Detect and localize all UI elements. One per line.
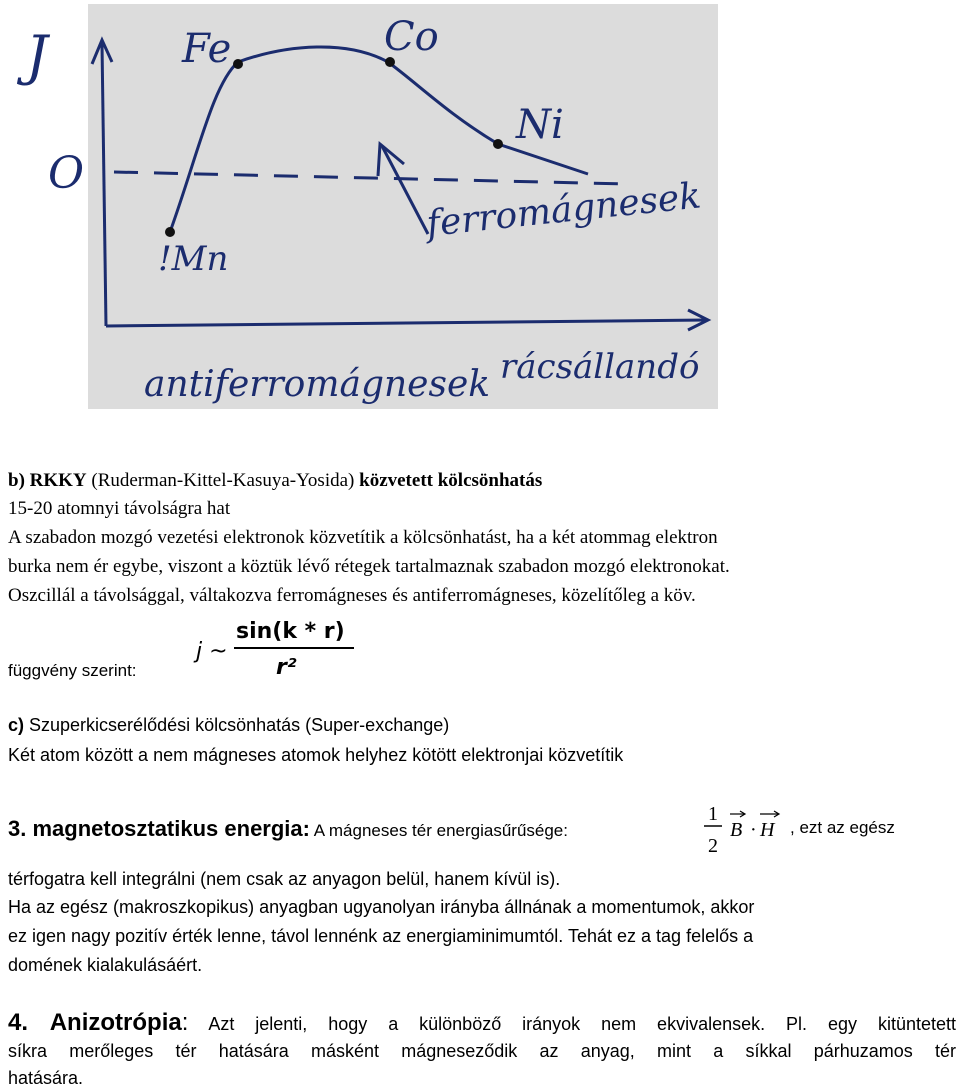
section-b-line2: A szabadon mozgó vezetési elektronok közvetítik a kölcsönhatást, ha a két atommag elektron [8, 527, 718, 548]
section-b-title [8, 470, 542, 492]
formula-numerator: sin(k * r) [236, 619, 345, 644]
point-fe [233, 59, 243, 69]
frac-denominator: 2 [708, 835, 718, 857]
zero-dashed-line [114, 172, 628, 184]
section-c-label: c) [8, 715, 25, 735]
section-3-intro: A mágneses tér energiasűrűsége: [309, 821, 568, 840]
label-ni: Ni [516, 102, 564, 148]
energy-density-formula [700, 800, 790, 860]
section-b-line3: burka nem ér egybe, viszont a köztük lévő rétegek tartalmaznak szabadon mozgó elektronokat. [8, 556, 730, 577]
sketch-photo [26, 4, 718, 409]
formula-denominator: r² [276, 655, 297, 680]
section-3-line5: domének kialakulásáért. [8, 955, 203, 975]
section-3-title: 3. magnetosztatikus energia: [8, 816, 310, 841]
label-zero: O [48, 148, 85, 199]
section-3-after: , ezt az egész [790, 818, 895, 837]
section-3-line4: ez igen nagy pozitív érték lenne, távol lennénk az energiaminimumtól. Tehát ez a tag felelős a [8, 926, 754, 946]
rkky-formula [196, 612, 356, 682]
point-ni [493, 139, 503, 149]
section-4-title: 4. Anizotrópia [8, 1009, 182, 1036]
rkky-expansion: (Ruderman-Kittel-Kasuya-Yosida) [86, 470, 360, 491]
section-c-title [8, 714, 449, 736]
label-mn: !Mn [158, 239, 229, 279]
section-4-title-line [8, 1008, 956, 1039]
section-4-line2: síkra merőleges tér hatására másként mágneseződik az anyag, mint a síkkal párhuzamos tér [8, 1041, 956, 1061]
rkky-label: b) RKKY [8, 470, 87, 491]
x-axis [106, 320, 706, 326]
section-4-line3: hatására. [8, 1068, 84, 1088]
label-racsallando: rácsállandó [500, 347, 700, 387]
sketch-drawing [26, 4, 718, 409]
dot-product: · [750, 819, 757, 841]
section-3-line3: Ha az egész (makroszkopikus) anyagban ugyanolyan irányba állnának a momentumok, akkor [8, 897, 755, 917]
label-antiferromagnesek: antiferromágnesek [144, 364, 491, 405]
rkky-type: közvetett kölcsönhatás [359, 470, 543, 491]
section-4-rest1: Azt jelenti, hogy a különböző irányok nem ekvivalensek. Pl. egy kitüntetett [188, 1014, 956, 1034]
y-axis [102, 44, 106, 326]
vector-h: H [760, 819, 775, 841]
frac-numerator: 1 [708, 803, 718, 825]
point-mn [165, 227, 175, 237]
label-fe: Fe [182, 26, 232, 72]
section-3-line2: térfogatra kell integrálni (nem csak az anyagon belül, hanem kívül is). [8, 869, 561, 889]
label-co: Co [384, 14, 439, 60]
section-4-colon: : [181, 1009, 189, 1036]
section-b-line5: függvény szerint: [8, 661, 137, 680]
section-b-line4: Oszcillál a távolsággal, váltakozva ferromágneses és antiferromágneses, közelítőleg a köv. [8, 585, 696, 606]
label-ferromagnesek: ferromágnesek [424, 175, 703, 245]
label-j: J [26, 24, 48, 87]
vector-b: B [730, 819, 743, 841]
section-c-line1: Két atom között a nem mágneses atomok helyhez kötött elektronjai közvetítik [8, 745, 624, 765]
section-3-title-line [8, 816, 568, 844]
ferro-arrow [382, 146, 428, 234]
section-b-line1: 15-20 atomnyi távolságra hat [8, 498, 231, 519]
section-c-name: Szuperkicserélődési kölcsönhatás (Super-exchange) [24, 715, 450, 735]
formula-lhs: j ~ [196, 639, 228, 664]
